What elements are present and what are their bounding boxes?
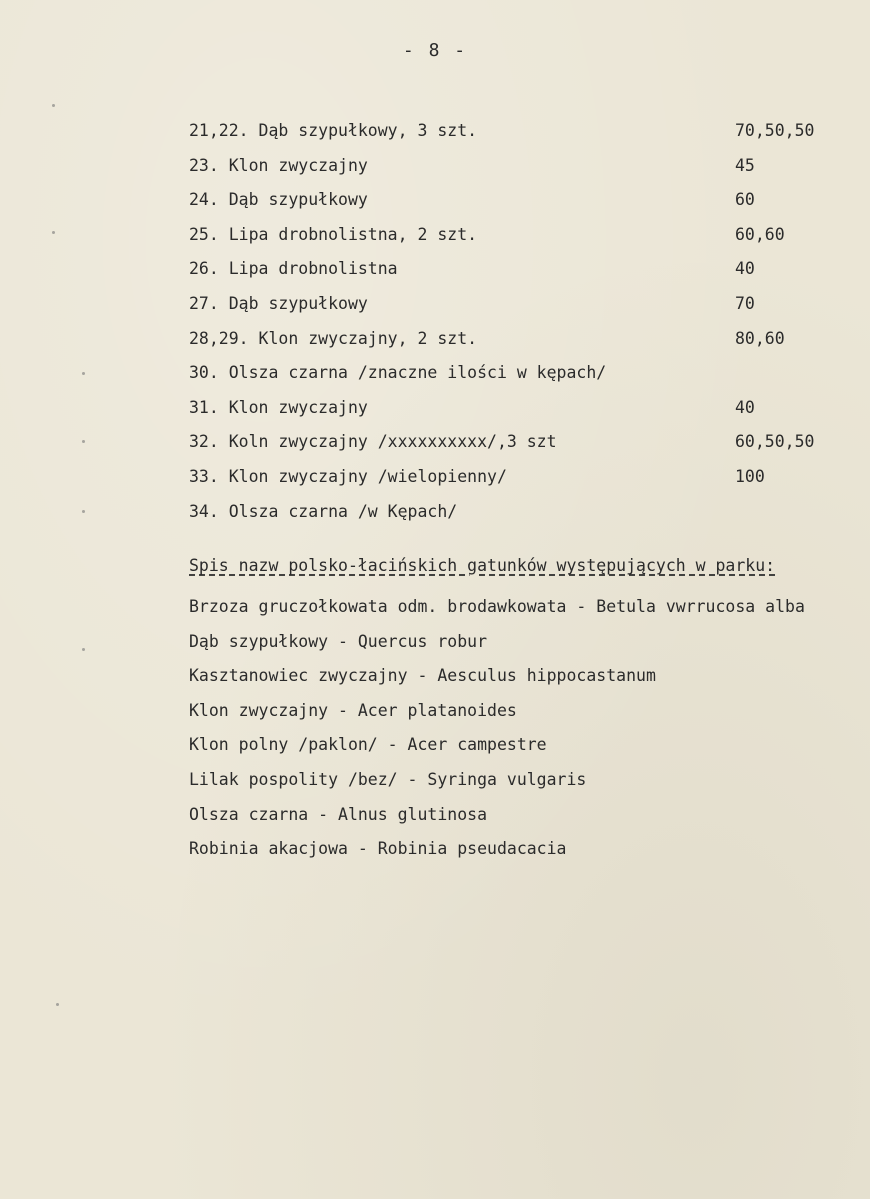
inventory-row [189,360,829,395]
inventory-row [189,256,829,291]
inventory-row-text: 31. Klon zwyczajny [189,397,368,417]
inventory-row-value: 100 [735,466,765,486]
species-list-item: Klon polny /paklon/ - Acer campestre [189,735,547,755]
inventory-row [189,187,829,222]
species-list-item: Olsza czarna - Alnus glutinosa [189,804,488,824]
inventory-row [189,222,829,257]
margin-mark [52,231,55,234]
inventory-row-value: 45 [735,155,755,175]
inventory-row [189,429,829,464]
inventory-row-text: 28,29. Klon zwyczajny, 2 szt. [189,328,478,348]
inventory-row-value: 70,50,50 [735,121,815,140]
inventory-row-value: 40 [735,397,755,417]
inventory-row-text: 24. Dąb szypułkowy [189,190,368,210]
species-list-item: Lilak pospolity /bez/ - Syringa vulgaris [189,769,587,789]
inventory-row [189,395,829,430]
margin-mark [82,510,85,513]
inventory-row-value: 70 [735,293,755,313]
species-name-list [189,594,859,871]
inventory-row [189,153,829,188]
inventory-row-text: 34. Olsza czarna /w Kępach/ [189,501,458,521]
species-list-item: Klon zwyczajny - Acer platanoides [189,700,517,720]
inventory-row-value: 60,60 [735,224,785,244]
margin-mark [52,104,55,107]
margin-mark [56,1003,59,1006]
inventory-row-value: 60,50,50 [735,432,815,452]
tree-inventory-list [189,118,829,533]
species-list-item: Robinia akacjowa - Robinia pseudacacia [189,839,567,859]
inventory-row-value: 80,60 [735,328,785,348]
inventory-row [189,291,829,326]
inventory-row-text: 26. Lipa drobnolistna [189,259,398,279]
inventory-row [189,118,829,153]
inventory-row [189,464,829,499]
margin-mark [82,440,85,443]
inventory-row-text: 23. Klon zwyczajny [189,155,368,175]
inventory-row [189,499,829,534]
inventory-row-value: 60 [735,190,755,210]
page-number: - 8 - [402,40,468,61]
inventory-row-text: 27. Dąb szypułkowy [189,293,368,313]
inventory-row-text: 32. Koln zwyczajny /xxxxxxxxxx/,3 szt [189,432,557,452]
species-list-item: Dąb szypułkowy - Quercus robur [189,631,488,651]
inventory-row [189,326,829,361]
inventory-row-text: 33. Klon zwyczajny /wielopienny/ [189,466,507,486]
margin-mark [82,372,85,375]
inventory-row-text: 25. Lipa drobnolistna, 2 szt. [189,224,478,244]
species-list-item: Brzoza gruczołkowata odm. brodawkowata - Betula vwrrucosa alba [189,597,805,616]
species-list-item: Kasztanowiec zwyczajny - Aesculus hippocastanum [189,666,656,686]
margin-mark [82,648,85,651]
inventory-row-text: 21,22. Dąb szypułkowy, 3 szt. [189,121,478,140]
inventory-row-value: 40 [735,259,755,279]
species-list-heading: Spis nazw polsko-łacińskich gatunków występujących w parku: [189,556,776,575]
inventory-row-text: 30. Olsza czarna /znaczne ilości w kępach/ [189,363,607,383]
